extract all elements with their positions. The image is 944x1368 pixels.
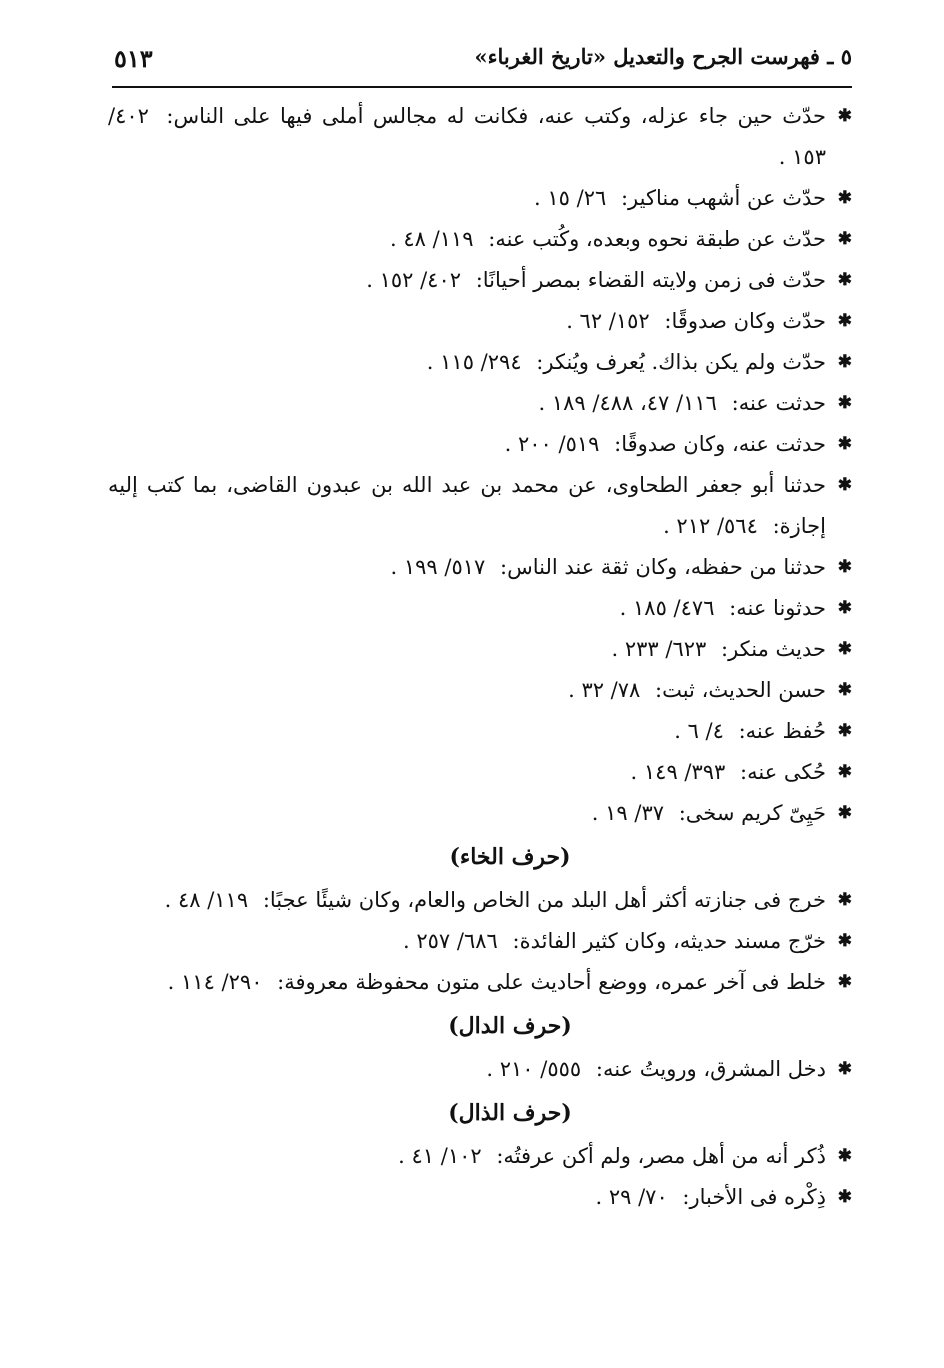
index-entry bbox=[108, 465, 852, 547]
entry-text: حديث منكر: bbox=[721, 637, 826, 661]
index-entry bbox=[108, 260, 852, 301]
entry-text: حَيِىّ كريم سخى: bbox=[678, 801, 826, 825]
entry-text: حدّث فى زمن ولايته القضاء بمصر أحيانًا: bbox=[475, 268, 826, 292]
entry-text: دخل المشرق، ورويتُ عنه: bbox=[595, 1057, 826, 1081]
entry-reference: ١١٩/ ٤٨ . bbox=[164, 888, 249, 912]
section-heading-dal: (حرف الدال) bbox=[448, 1013, 572, 1039]
entry-reference: ٦٨٦/ ٢٥٧ . bbox=[403, 929, 498, 953]
entry-text: حُفظ عنه: bbox=[738, 719, 826, 743]
entry-reference: ٥٦٤/ ٢١٢ . bbox=[663, 514, 758, 538]
index-entry bbox=[108, 1136, 852, 1177]
page-header bbox=[112, 44, 852, 84]
asterisk-bullet-icon: ✱ bbox=[837, 1187, 852, 1207]
entry-reference: ١١٩/ ٤٨ . bbox=[390, 227, 474, 251]
entry-reference: ١٠٢/ ٤١ . bbox=[398, 1144, 482, 1168]
index-content bbox=[108, 96, 852, 1218]
entry-text: حسن الحديث، ثبت: bbox=[655, 678, 826, 702]
asterisk-bullet-icon: ✱ bbox=[837, 106, 852, 126]
asterisk-bullet-icon: ✱ bbox=[837, 270, 852, 290]
index-entry bbox=[108, 1177, 852, 1218]
asterisk-bullet-icon: ✱ bbox=[837, 229, 852, 249]
index-entry bbox=[108, 752, 852, 793]
index-entry bbox=[108, 178, 852, 219]
entry-text: خرّج مسند حديثه، وكان كثير الفائدة: bbox=[512, 929, 826, 953]
asterisk-bullet-icon: ✱ bbox=[837, 434, 852, 454]
asterisk-bullet-icon: ✱ bbox=[837, 1146, 852, 1166]
index-entry bbox=[108, 301, 852, 342]
entry-reference: ٣٧/ ١٩ . bbox=[591, 801, 664, 825]
asterisk-bullet-icon: ✱ bbox=[837, 639, 852, 659]
asterisk-bullet-icon: ✱ bbox=[837, 393, 852, 413]
entry-reference: ٥٥٥/ ٢١٠ . bbox=[486, 1057, 582, 1081]
entry-text: حدّث عن أشهب مناكير: bbox=[620, 186, 826, 210]
asterisk-bullet-icon: ✱ bbox=[837, 352, 852, 372]
entry-reference: ٥١٩/ ٢٠٠ . bbox=[504, 432, 600, 456]
header-rule bbox=[112, 86, 852, 88]
asterisk-bullet-icon: ✱ bbox=[837, 762, 852, 782]
index-entry bbox=[108, 629, 852, 670]
section-heading-dhal: (حرف الذال) bbox=[448, 1100, 572, 1126]
index-entry bbox=[108, 1049, 852, 1090]
asterisk-bullet-icon: ✱ bbox=[837, 890, 852, 910]
entry-text: ذُكر أنه من أهل مصر، ولم أكن عرفتُه: bbox=[496, 1144, 826, 1168]
entry-reference: ١١٦/ ٤٧، ٤٨٨/ ١٨٩ . bbox=[538, 391, 717, 415]
entry-text: حدّث عن طبقة نحوه وبعده، وكُتب عنه: bbox=[488, 227, 826, 251]
index-entry bbox=[108, 342, 852, 383]
entry-text: حدّث ولم يكن بذاك. يُعرف ويُنكر: bbox=[536, 350, 826, 374]
section-heading-kha: (حرف الخاء) bbox=[449, 844, 571, 870]
entry-text: حدّث حين جاء عزله، وكتب عنه، فكانت له مجالس أملى فيها على الناس: bbox=[166, 104, 826, 128]
asterisk-bullet-icon: ✱ bbox=[837, 475, 852, 495]
entry-text: حدثنا من حفظه، وكان ثقة عند الناس: bbox=[500, 555, 826, 579]
entry-reference: ٤٧٦/ ١٨٥ . bbox=[619, 596, 715, 620]
entry-text: ذِكْره فى الأخبار: bbox=[682, 1185, 826, 1209]
entry-reference: ٧٠/ ٢٩ . bbox=[595, 1185, 668, 1209]
page-number: ٥١٣ bbox=[114, 44, 153, 73]
index-entry bbox=[108, 962, 852, 1003]
entry-reference: ١٥٢/ ٦٢ . bbox=[566, 309, 650, 333]
asterisk-bullet-icon: ✱ bbox=[837, 188, 852, 208]
asterisk-bullet-icon: ✱ bbox=[837, 311, 852, 331]
index-entry bbox=[108, 219, 852, 260]
index-entry bbox=[108, 880, 852, 921]
entry-reference: ٤٠٢/ ١٥٢ . bbox=[366, 268, 462, 292]
index-entry bbox=[108, 711, 852, 752]
index-entry bbox=[108, 588, 852, 629]
index-entry bbox=[108, 793, 852, 834]
entry-reference: ٢٩٠/ ١١٤ . bbox=[167, 970, 263, 994]
entry-text: حدثونا عنه: bbox=[729, 596, 826, 620]
asterisk-bullet-icon: ✱ bbox=[837, 680, 852, 700]
entry-reference: ٦٢٣/ ٢٣٣ . bbox=[611, 637, 707, 661]
index-entry bbox=[108, 547, 852, 588]
entry-reference: ٢٩٤/ ١١٥ . bbox=[426, 350, 522, 374]
running-title: ٥ ـ فهرست الجرح والتعديل «تاريخ الغرباء» bbox=[474, 44, 852, 69]
index-entry bbox=[108, 670, 852, 711]
index-entry bbox=[108, 383, 852, 424]
asterisk-bullet-icon: ✱ bbox=[837, 972, 852, 992]
entry-text: خلط فى آخر عمره، ووضع أحاديث على متون محفوظة معروفة: bbox=[277, 970, 826, 994]
entry-text: حُكى عنه: bbox=[740, 760, 826, 784]
entry-text: حدّث وكان صدوقًا: bbox=[664, 309, 826, 333]
entry-reference: ٧٨/ ٣٢ . bbox=[568, 678, 641, 702]
index-entry bbox=[108, 96, 852, 178]
entry-reference: ٣٩٣/ ١٤٩ . bbox=[630, 760, 726, 784]
entry-text: خرج فى جنازته أكثر أهل البلد من الخاص والعام، وكان شيئًا عجبًا: bbox=[262, 888, 826, 912]
entry-reference: ٤/ ٦ . bbox=[674, 719, 724, 743]
entry-text: حدثت عنه، وكان صدوقًا: bbox=[614, 432, 826, 456]
asterisk-bullet-icon: ✱ bbox=[837, 557, 852, 577]
entry-reference: ٢٦/ ١٥ . bbox=[534, 186, 607, 210]
entry-text: حدثت عنه: bbox=[731, 391, 826, 415]
asterisk-bullet-icon: ✱ bbox=[837, 721, 852, 741]
asterisk-bullet-icon: ✱ bbox=[837, 803, 852, 823]
asterisk-bullet-icon: ✱ bbox=[837, 931, 852, 951]
entry-text: حدثنا أبو جعفر الطحاوى، عن محمد بن عبد الله بن عبدون القاضى، بما كتب إليه إجازة: bbox=[108, 473, 826, 538]
index-entry bbox=[108, 424, 852, 465]
entry-reference: ٤٠٢/ ١٥٣ . bbox=[108, 104, 826, 169]
asterisk-bullet-icon: ✱ bbox=[837, 1059, 852, 1079]
index-entry bbox=[108, 921, 852, 962]
entry-reference: ٥١٧/ ١٩٩ . bbox=[390, 555, 486, 579]
asterisk-bullet-icon: ✱ bbox=[837, 598, 852, 618]
